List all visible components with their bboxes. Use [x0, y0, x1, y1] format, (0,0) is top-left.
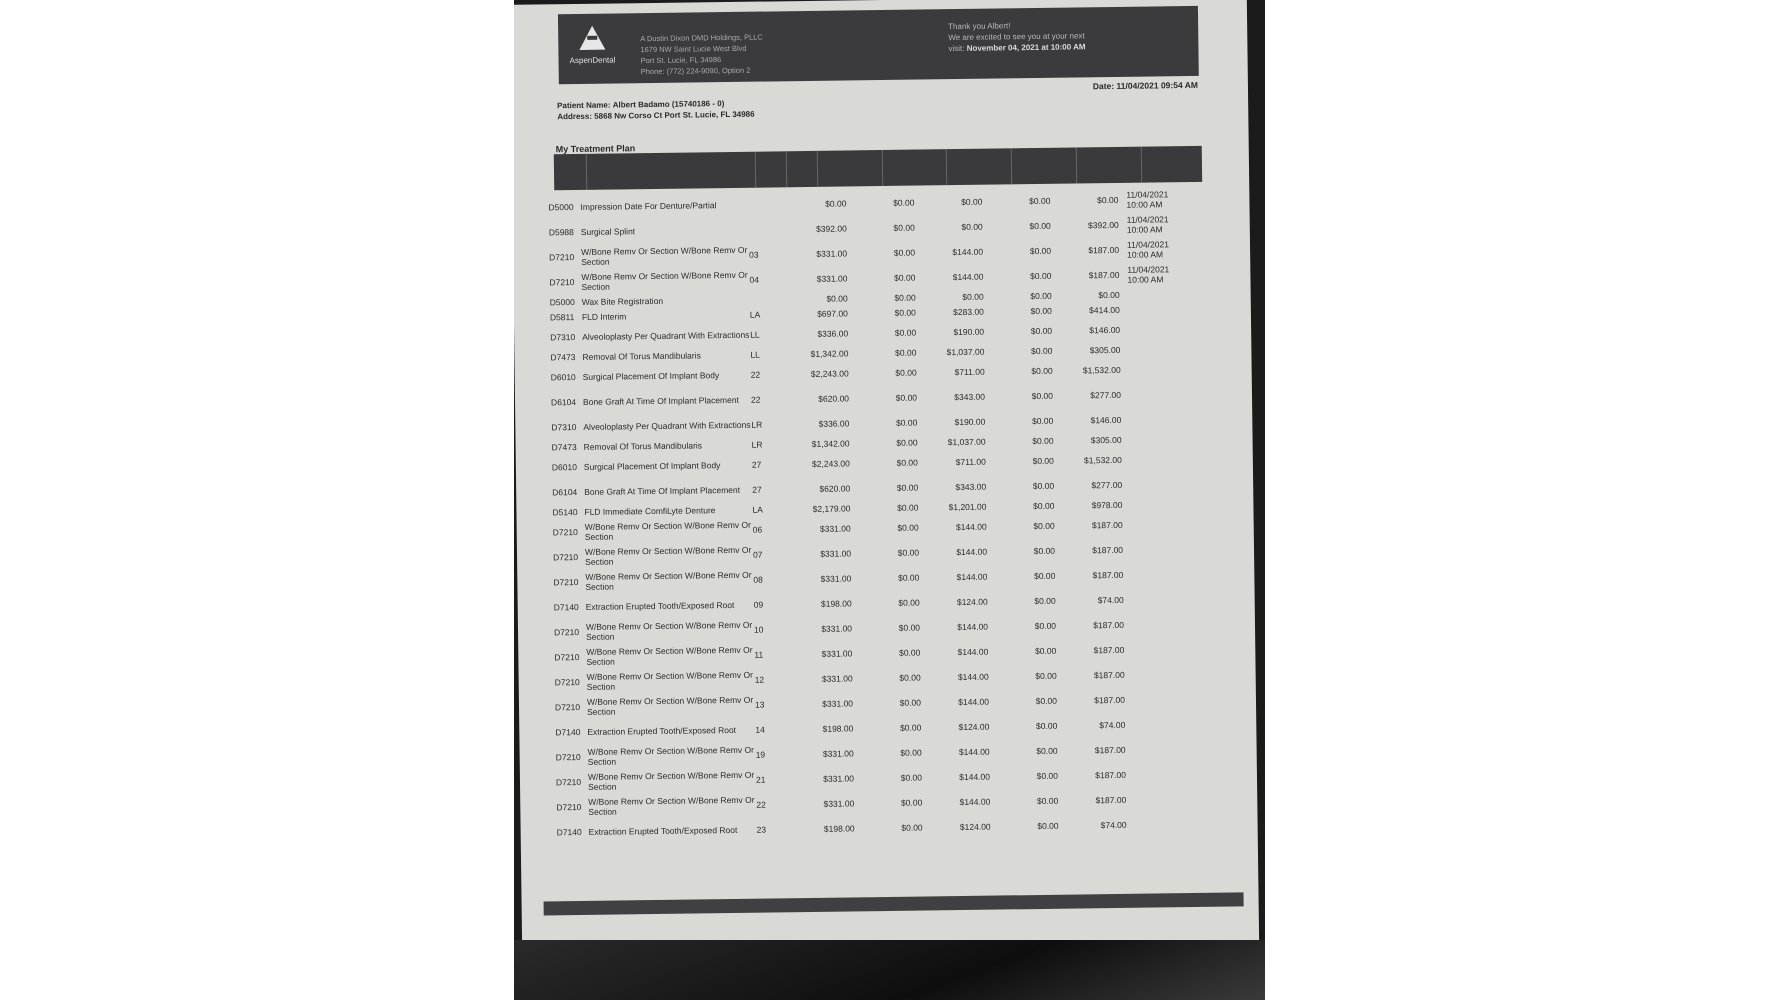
procedure-code: D7140	[553, 601, 579, 612]
other-amount: $0.00	[1033, 570, 1056, 581]
fee-amount: $331.00	[822, 697, 854, 709]
logo-text: AspenDental	[569, 55, 616, 66]
procedure-code: D7210	[554, 676, 580, 687]
insurance-amount: $0.00	[893, 247, 916, 258]
tooth-number: 11	[754, 649, 764, 660]
patient-amount: $187.00	[1092, 544, 1124, 555]
header-cell	[817, 150, 882, 187]
fee-amount: $620.00	[819, 482, 851, 494]
fee-amount: $331.00	[821, 622, 853, 634]
estimate-amount: $1,037.00	[946, 346, 985, 357]
patient-amount: $277.00	[1091, 479, 1123, 490]
practice-line: 1679 NW Saint Lucie West Blvd	[640, 43, 747, 55]
tooth-number: 08	[753, 574, 763, 585]
procedure-code: D6010	[551, 461, 577, 472]
fee-amount: $336.00	[818, 417, 850, 429]
patient-address-label: Address:	[557, 111, 593, 122]
estimate-amount: $144.00	[959, 771, 991, 782]
procedure-description: Impression Date For Denture/Partial	[580, 199, 717, 212]
patient-amount: $187.00	[1094, 694, 1126, 705]
scheduled-date	[1120, 294, 1188, 295]
other-amount: $0.00	[1035, 670, 1057, 681]
aspen-logo-icon	[579, 26, 605, 50]
procedure-description: FLD Interim	[581, 310, 627, 322]
procedure-code: D5988	[548, 226, 574, 237]
procedure-code: D7210	[554, 651, 580, 662]
patient-amount: $187.00	[1093, 644, 1125, 655]
procedure-description: W/Bone Remv Or Section W/Bone Remv Or Section	[580, 244, 748, 267]
patient-amount: $277.00	[1090, 389, 1122, 400]
estimate-amount: $144.00	[957, 671, 989, 682]
scheduled-date	[1124, 623, 1192, 624]
procedure-code: D7140	[555, 726, 581, 737]
procedure-description: W/Bone Remv Or Section W/Bone Remv Or Section	[585, 569, 752, 592]
estimate-amount: $144.00	[952, 271, 984, 282]
treatment-plan-page	[514, 0, 1259, 955]
insurance-amount: $0.00	[895, 417, 918, 428]
patient-amount: $74.00	[1099, 719, 1126, 730]
tooth-number: 22	[750, 394, 761, 405]
insurance-amount: $0.00	[893, 222, 915, 233]
other-amount: $0.00	[1032, 455, 1054, 466]
patient-amount: $146.00	[1090, 414, 1122, 425]
other-amount: $0.00	[1032, 435, 1054, 446]
procedure-description: W/Bone Remv Or Section W/Bone Remv Or Section	[586, 644, 753, 667]
insurance-amount: $0.00	[896, 457, 918, 468]
patient-amount: $74.00	[1097, 594, 1124, 605]
fee-amount: $331.00	[816, 247, 848, 259]
header-cell	[1012, 147, 1077, 184]
fee-amount: $331.00	[823, 772, 855, 784]
greeting-message	[948, 19, 1086, 54]
procedure-description: W/Bone Remv Or Section W/Bone Remv Or Section	[588, 794, 755, 817]
insurance-amount: $0.00	[901, 822, 923, 833]
footer-bar	[544, 892, 1244, 915]
tooth-number: LR	[751, 419, 763, 430]
insurance-amount: $0.00	[894, 307, 916, 318]
insurance-amount: $0.00	[897, 572, 920, 583]
procedure-description: Extraction Erupted Tooth/Exposed Root	[587, 724, 737, 737]
aspen-dental-logo	[564, 23, 621, 80]
tooth-number: LA	[752, 504, 763, 515]
practice-line: Phone: (772) 224-9090, Option 2	[640, 65, 751, 77]
insurance-amount: $0.00	[894, 272, 916, 283]
other-amount: $0.00	[1030, 325, 1053, 336]
visit-date: November 04, 2021 at 10:00 AM	[966, 42, 1086, 53]
other-amount: $0.00	[1034, 595, 1056, 606]
fee-amount: $331.00	[820, 572, 852, 584]
patient-amount: $187.00	[1092, 569, 1124, 580]
tooth-number: 13	[754, 699, 765, 710]
insurance-amount: $0.00	[895, 347, 917, 358]
header-cell	[554, 154, 587, 190]
patient-amount: $74.00	[1100, 819, 1127, 830]
procedure-description: Removal Of Torus Mandibularis	[583, 439, 703, 452]
estimate-amount: $144.00	[959, 796, 991, 807]
scheduled-date	[1124, 598, 1192, 599]
insurance-amount: $0.00	[898, 622, 921, 633]
estimate-amount: $343.00	[955, 481, 987, 492]
patient-amount: $305.00	[1090, 434, 1122, 445]
procedure-description: Removal Of Torus Mandibularis	[582, 349, 701, 362]
procedure-description: Extraction Erupted Tooth/Exposed Root	[585, 599, 735, 612]
tooth-number: 07	[752, 549, 763, 560]
other-amount: $0.00	[1032, 480, 1055, 491]
procedure-description: Wax Bite Registration	[581, 295, 664, 307]
document-photo	[514, 0, 1265, 1000]
tooth-number: 27	[751, 459, 762, 470]
other-amount: $0.00	[1036, 795, 1059, 806]
tooth-number: 09	[753, 599, 764, 610]
header-cell	[882, 149, 947, 186]
other-amount: $0.00	[1031, 415, 1054, 426]
other-amount: $0.00	[1031, 390, 1054, 401]
scheduled-date	[1121, 394, 1189, 395]
procedure-code: D7210	[549, 276, 575, 287]
procedure-code: D7210	[553, 626, 580, 637]
table-header	[554, 146, 1202, 190]
other-amount: $0.00	[1030, 290, 1052, 301]
header-cell	[1142, 146, 1202, 183]
patient-amount: $414.00	[1089, 304, 1120, 315]
other-amount: $0.00	[1033, 545, 1056, 556]
estimate-amount: $124.00	[959, 821, 991, 832]
header-bar	[558, 6, 1199, 84]
header-cell	[786, 151, 817, 187]
other-amount: $0.00	[1033, 520, 1055, 531]
visit-label: visit:	[948, 43, 965, 54]
procedure-description: Bone Graft At Time Of Implant Placement	[584, 484, 741, 497]
estimate-amount: $1,201.00	[948, 501, 987, 512]
fee-amount: $0.00	[826, 292, 848, 304]
fee-amount: $1,342.00	[810, 347, 849, 359]
tooth-number: 23	[756, 824, 767, 835]
insurance-amount: $0.00	[900, 747, 922, 758]
procedure-description: Bone Graft At Time Of Implant Placement	[582, 394, 739, 407]
procedure-description: W/Bone Remv Or Section W/Bone Remv Or Section	[586, 669, 753, 692]
header-cell	[587, 152, 756, 190]
fee-amount: $331.00	[823, 797, 855, 809]
estimate-amount: $144.00	[956, 571, 988, 582]
other-amount: $0.00	[1033, 500, 1055, 511]
procedure-description: FLD Immediate ComfiLyte Denture	[584, 504, 716, 517]
insurance-amount: $0.00	[894, 327, 917, 338]
procedure-code: D7210	[554, 701, 581, 712]
other-amount: $0.00	[1030, 270, 1052, 281]
other-amount: $0.00	[1037, 820, 1059, 831]
insurance-amount: $0.00	[897, 502, 919, 513]
insurance-amount: $0.00	[896, 437, 918, 448]
scheduled-date	[1126, 748, 1194, 749]
scheduled-date	[1126, 773, 1194, 774]
procedure-description: W/Bone Remv Or Section W/Bone Remv Or Section	[587, 769, 755, 792]
treatment-table-body	[548, 186, 1216, 845]
estimate-amount: $1,037.00	[947, 436, 986, 447]
procedure-code: D7210	[549, 251, 575, 262]
scheduled-date: 11/04/2021 10:00 AM	[1126, 213, 1169, 235]
patient-name-label: Patient Name:	[557, 100, 611, 111]
scheduled-date	[1120, 309, 1188, 310]
estimate-amount: $144.00	[957, 621, 989, 632]
scheduled-date	[1122, 459, 1190, 460]
fee-amount: $1,342.00	[811, 437, 850, 449]
other-amount: $0.00	[1030, 305, 1052, 316]
scheduled-date	[1125, 673, 1193, 674]
estimate-amount: $0.00	[961, 221, 983, 232]
tooth-number: 21	[755, 774, 766, 785]
other-amount: $0.00	[1036, 745, 1058, 756]
fee-amount: $331.00	[822, 747, 854, 759]
fee-amount: $697.00	[817, 307, 848, 319]
patient-amount: $978.00	[1091, 499, 1123, 510]
fee-amount: $0.00	[825, 197, 847, 209]
procedure-code: D7210	[555, 776, 582, 787]
patient-info	[557, 98, 755, 123]
header-cell	[1077, 147, 1142, 184]
scheduled-date	[1122, 503, 1190, 504]
procedure-code: D6104	[552, 486, 578, 497]
tooth-number: LL	[750, 329, 760, 340]
scheduled-date	[1120, 349, 1188, 350]
tooth-number: LR	[751, 439, 763, 450]
patient-amount: $146.00	[1089, 324, 1121, 335]
fee-amount: $198.00	[822, 722, 854, 734]
insurance-amount: $0.00	[900, 772, 923, 783]
estimate-amount: $124.00	[956, 596, 988, 607]
scheduled-date	[1122, 484, 1190, 485]
scheduled-date	[1122, 439, 1190, 440]
insurance-amount: $0.00	[898, 647, 921, 658]
other-amount: $0.00	[1034, 645, 1057, 656]
procedure-description: W/Bone Remv Or Section W/Bone Remv Or Section	[587, 744, 754, 767]
fee-amount: $198.00	[820, 597, 852, 609]
procedure-code: D7140	[556, 826, 582, 837]
patient-amount: $187.00	[1093, 669, 1125, 680]
procedure-description: Extraction Erupted Tooth/Exposed Root	[588, 824, 738, 837]
other-amount: $0.00	[1031, 365, 1053, 376]
procedure-code: D7473	[551, 441, 577, 452]
procedure-code: D7310	[551, 421, 577, 432]
procedure-description: W/Bone Remv Or Section W/Bone Remv Or Section	[584, 519, 751, 542]
fee-amount: $331.00	[816, 272, 848, 284]
scheduled-date	[1123, 573, 1191, 574]
tooth-number: 10	[753, 624, 764, 635]
fee-amount: $336.00	[817, 327, 849, 339]
estimate-amount: $124.00	[958, 721, 990, 732]
procedure-code: D7210	[555, 751, 581, 762]
procedure-code: D7210	[553, 576, 579, 587]
procedure-code: D7210	[552, 526, 578, 537]
estimate-amount: $144.00	[957, 646, 989, 657]
tooth-number: 04	[749, 274, 759, 285]
other-amount: $0.00	[1035, 720, 1058, 731]
scheduled-date	[1125, 723, 1193, 724]
scheduled-date	[1127, 823, 1195, 824]
greeting-line: We are excited to see you at your next	[948, 31, 1085, 43]
practice-info	[640, 32, 763, 78]
insurance-amount: $0.00	[899, 672, 921, 683]
patient-address-line	[557, 109, 754, 123]
tooth-number: 19	[755, 749, 766, 760]
tooth-number: 27	[752, 484, 762, 495]
estimate-amount: $0.00	[962, 291, 984, 302]
fee-amount: $331.00	[821, 672, 853, 684]
insurance-amount: $0.00	[895, 367, 917, 378]
patient-amount: $187.00	[1088, 244, 1120, 255]
fee-amount: $198.00	[823, 822, 855, 834]
fee-amount: $331.00	[821, 647, 853, 659]
estimate-amount: $144.00	[952, 246, 984, 257]
scheduled-date	[1124, 648, 1192, 649]
procedure-code: D7210	[556, 801, 582, 812]
tooth-number: 14	[755, 724, 765, 735]
insurance-amount: $0.00	[894, 292, 916, 303]
insurance-amount: $0.00	[895, 392, 918, 403]
other-amount: $0.00	[1029, 245, 1052, 256]
scheduled-date	[1121, 369, 1189, 370]
patient-amount: $187.00	[1093, 619, 1125, 630]
other-amount: $0.00	[1031, 345, 1053, 356]
estimate-amount: $283.00	[953, 306, 984, 317]
other-amount: $0.00	[1029, 220, 1051, 231]
other-amount: $0.00	[1036, 770, 1059, 781]
insurance-amount: $0.00	[897, 547, 920, 558]
insurance-amount: $0.00	[899, 722, 922, 733]
section-title: My Treatment Plan	[555, 143, 636, 155]
procedure-code: D6104	[550, 396, 577, 407]
patient-amount: $1,532.00	[1083, 454, 1122, 465]
insurance-amount: $0.00	[899, 697, 922, 708]
scheduled-date: 11/04/2021 10:00 AM	[1126, 188, 1169, 210]
header-cell	[947, 148, 1012, 185]
procedure-description: Surgical Placement Of Implant Body	[582, 369, 720, 382]
tooth-number: LA	[749, 309, 761, 320]
scheduled-date	[1121, 419, 1189, 420]
scheduled-date	[1126, 798, 1194, 799]
fee-amount: $2,179.00	[812, 502, 851, 514]
estimate-amount: $711.00	[955, 456, 986, 467]
procedure-description: Surgical Splint	[580, 225, 636, 237]
insurance-amount: $0.00	[896, 482, 919, 493]
procedure-description: W/Bone Remv Or Section W/Bone Remv Or Section	[586, 694, 754, 717]
estimate-amount: $144.00	[958, 696, 990, 707]
patient-amount: $187.00	[1088, 269, 1120, 280]
greeting-line: Thank you Albert!	[948, 21, 1011, 32]
procedure-code: D6010	[550, 371, 576, 382]
insurance-amount: $0.00	[898, 597, 920, 608]
fee-amount: $2,243.00	[810, 367, 849, 379]
estimate-amount: $190.00	[953, 326, 985, 337]
patient-amount: $0.00	[1097, 194, 1119, 205]
insurance-amount: $0.00	[900, 797, 923, 808]
practice-line: A Dustin Dixon DMD Holdings, PLLC	[640, 32, 763, 44]
patient-amount: $187.00	[1094, 744, 1126, 755]
procedure-code: D7473	[550, 351, 576, 362]
procedure-description: Alveoloplasty Per Quadrant With Extractions	[583, 419, 751, 432]
tooth-number: 22	[750, 369, 761, 380]
procedure-code: D5000	[549, 296, 575, 307]
scheduled-date	[1125, 698, 1193, 699]
tooth-number: 06	[752, 524, 763, 535]
procedure-code: D5140	[552, 506, 578, 517]
insurance-amount: $0.00	[897, 522, 919, 533]
patient-amount: $187.00	[1091, 519, 1123, 530]
procedure-description: Alveoloplasty Per Quadrant With Extractions	[582, 329, 750, 342]
tooth-number: 12	[754, 674, 765, 685]
procedure-description: Surgical Placement Of Implant Body	[583, 459, 721, 472]
header-cell	[755, 151, 786, 187]
patient-amount: $187.00	[1095, 769, 1127, 780]
background-surface	[514, 940, 1265, 1000]
estimate-amount: $144.00	[956, 546, 988, 557]
other-amount: $0.00	[1029, 195, 1051, 206]
procedure-code: D7210	[552, 551, 579, 562]
patient-amount: $392.00	[1087, 219, 1119, 230]
scheduled-date: 11/04/2021 10:00 AM	[1127, 263, 1170, 285]
procedure-description: W/Bone Remv Or Section W/Bone Remv Or Section	[581, 269, 748, 292]
fee-amount: $392.00	[815, 222, 847, 234]
other-amount: $0.00	[1034, 620, 1057, 631]
document-date: Date: 11/04/2021 09:54 AM	[1092, 79, 1198, 92]
patient-amount: $187.00	[1095, 794, 1127, 805]
fee-amount: $620.00	[818, 392, 850, 404]
procedure-description: W/Bone Remv Or Section W/Bone Remv Or Section	[584, 544, 752, 567]
procedure-code: D7310	[550, 331, 576, 342]
fee-amount: $331.00	[820, 547, 852, 559]
estimate-amount: $711.00	[954, 366, 985, 377]
patient-amount: $0.00	[1098, 289, 1120, 300]
tooth-number: LL	[750, 349, 760, 360]
patient-amount: $305.00	[1089, 344, 1121, 355]
tooth-number: 22	[756, 799, 766, 810]
estimate-amount: $144.00	[958, 746, 990, 757]
procedure-code: D5000	[548, 201, 574, 212]
fee-amount: $331.00	[819, 522, 851, 534]
patient-amount: $1,532.00	[1082, 364, 1121, 375]
insurance-amount: $0.00	[893, 197, 915, 208]
practice-line: Port St. Lucie, FL 34986	[640, 55, 722, 66]
estimate-amount: $144.00	[955, 521, 987, 532]
other-amount: $0.00	[1035, 695, 1058, 706]
scheduled-date	[1123, 523, 1191, 524]
scheduled-date: 11/04/2021 10:00 AM	[1126, 238, 1169, 260]
tooth-number: 03	[749, 249, 759, 260]
patient-address: 5868 Nw Corso Ct Port St. Lucie, FL 34986	[594, 109, 755, 121]
scheduled-date	[1123, 548, 1191, 549]
greeting-line	[948, 41, 1085, 54]
estimate-amount: $343.00	[954, 391, 986, 402]
fee-amount: $2,243.00	[811, 457, 850, 469]
patient-name: Albert Badamo (15740186 - 0)	[612, 99, 725, 110]
estimate-amount: $190.00	[954, 416, 986, 427]
scheduled-date	[1120, 329, 1188, 330]
estimate-amount: $0.00	[961, 196, 983, 207]
procedure-code: D5811	[549, 311, 575, 322]
procedure-description: W/Bone Remv Or Section W/Bone Remv Or Section	[585, 619, 753, 642]
